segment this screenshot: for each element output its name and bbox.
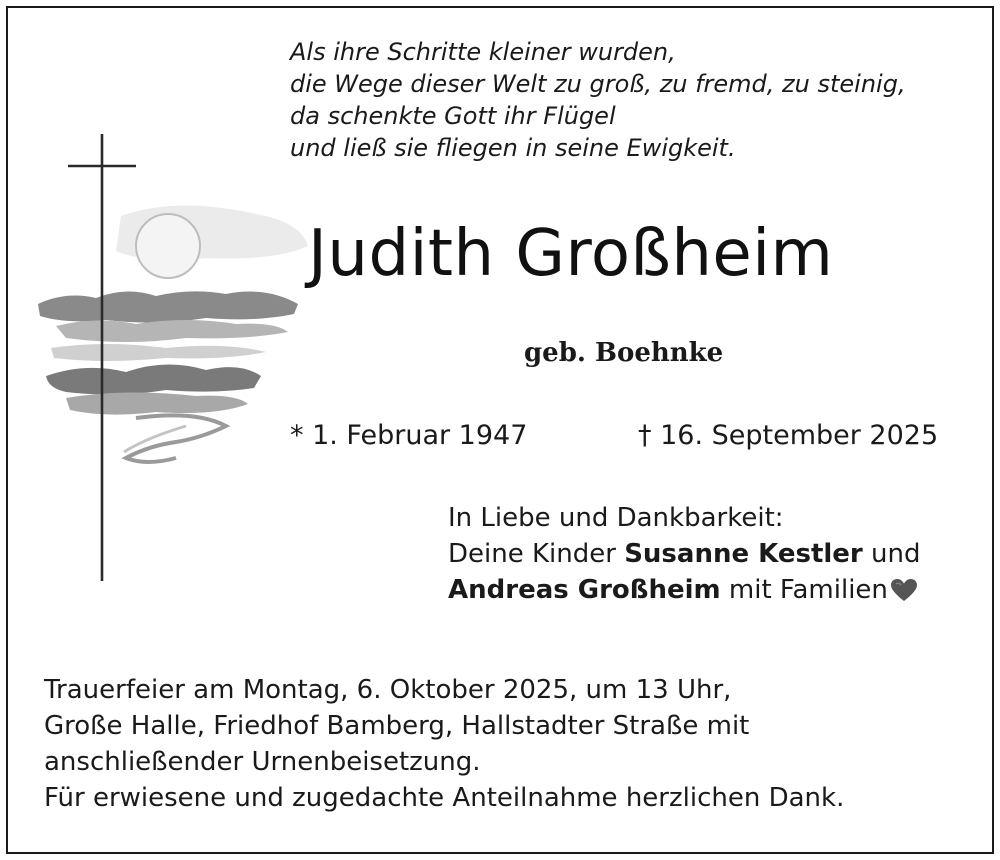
death-date: † 16. September 2025: [638, 420, 939, 451]
service-line: Große Halle, Friedhof Bamberg, Hallstadter Straße mit: [44, 711, 750, 741]
heart-icon: [890, 578, 918, 602]
obituary-notice: [6, 6, 994, 854]
mourners-intro: In Liebe und Dankbarkeit:: [448, 503, 784, 533]
service-line: Für erwiesene und zugedachte Anteilnahme herzlichen Dank.: [44, 783, 845, 813]
mourner-name: Susanne Kestler: [624, 539, 863, 569]
mourners-line: [448, 572, 988, 608]
mourners-line: [448, 536, 988, 572]
mourners-text: und: [862, 539, 921, 569]
birth-date: * 1. Februar 1947: [290, 420, 528, 451]
mourner-name: Andreas Großheim: [448, 575, 721, 605]
poem-line: die Wege dieser Welt zu groß, zu fremd, zu steinig,: [290, 70, 906, 98]
deceased-name: Judith Großheim: [308, 217, 834, 291]
landscape-illustration: [26, 126, 316, 586]
mourners-block: [448, 500, 988, 608]
moon-icon: [136, 214, 200, 278]
service-info: [44, 672, 984, 816]
service-line: anschließender Urnenbeisetzung.: [44, 747, 481, 777]
mourners-text: mit Familien: [720, 575, 888, 605]
poem: [290, 36, 980, 164]
mourners-text: Deine Kinder: [448, 539, 625, 569]
poem-line: und ließ sie fliegen in seine Ewigkeit.: [290, 134, 736, 162]
poem-line: Als ihre Schritte kleiner wurden,: [290, 38, 676, 66]
poem-line: da schenkte Gott ihr Flügel: [290, 102, 616, 130]
service-line: Trauerfeier am Montag, 6. Oktober 2025, um 13 Uhr,: [44, 675, 732, 705]
maiden-name: geb. Boehnke: [524, 338, 724, 368]
